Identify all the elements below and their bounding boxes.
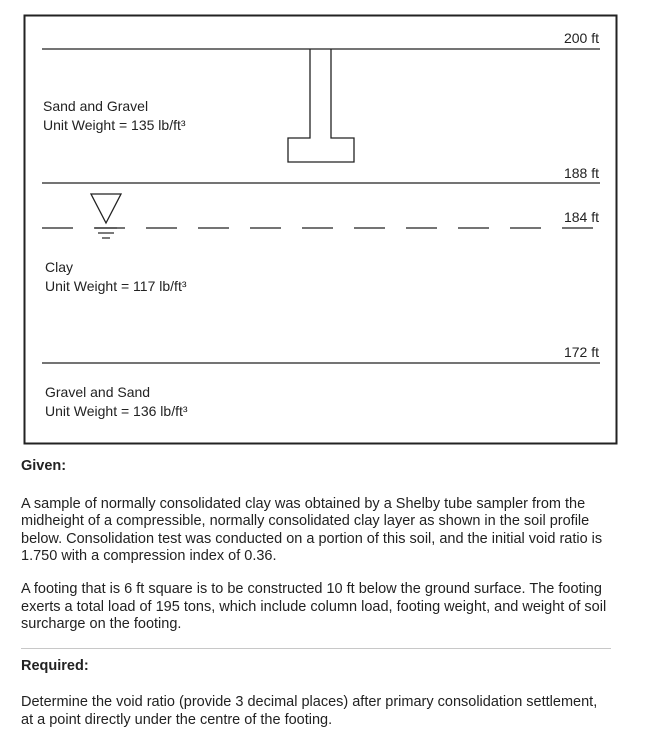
- elevation-label-184: 184 ft: [563, 209, 599, 225]
- layer-name-sand-gravel: Sand and Gravel: [43, 98, 149, 114]
- water-table-icon: [91, 194, 121, 238]
- layer-unit-weight-gravel-sand: Unit Weight = 136 lb/ft³: [45, 403, 188, 419]
- given-paragraph-2: A footing that is 6 ft square is to be constructed 10 ft below the ground surface. The footing exerts a total load of 195 tons, which include column load, footing weight, and weight of soil surcharge on the footing.: [21, 580, 607, 633]
- elevation-label-172: 172 ft: [563, 344, 599, 360]
- section-divider: [21, 648, 611, 649]
- diagram-frame: [25, 16, 617, 444]
- required-paragraph: Determine the void ratio (provide 3 decimal places) after primary consolidation settlement, at a point directly under the centre of the footing.: [21, 694, 598, 728]
- layer-name-clay: Clay: [45, 259, 74, 275]
- given-heading: Given:: [21, 458, 67, 474]
- elevation-label-188: 188 ft: [563, 165, 599, 181]
- footing-column-icon: [288, 49, 354, 162]
- required-heading: Required:: [21, 657, 89, 674]
- problem-text: [21, 458, 611, 730]
- given-paragraph-1: A sample of normally consolidated clay was obtained by a Shelby tube sampler from the midheight of a compressible, normally consolidated clay layer as shown in the soil profile below. Consolidation test was conducted on a portion of this soil, and the initial void ratio is 1.750 with a compression index of 0.36.: [21, 495, 603, 565]
- layer-unit-weight-sand-gravel: Unit Weight = 135 lb/ft³: [43, 117, 186, 133]
- elevation-label-200: 200 ft: [563, 30, 599, 46]
- layer-unit-weight-clay: Unit Weight = 117 lb/ft³: [45, 278, 187, 294]
- layer-name-gravel-sand: Gravel and Sand: [45, 384, 151, 400]
